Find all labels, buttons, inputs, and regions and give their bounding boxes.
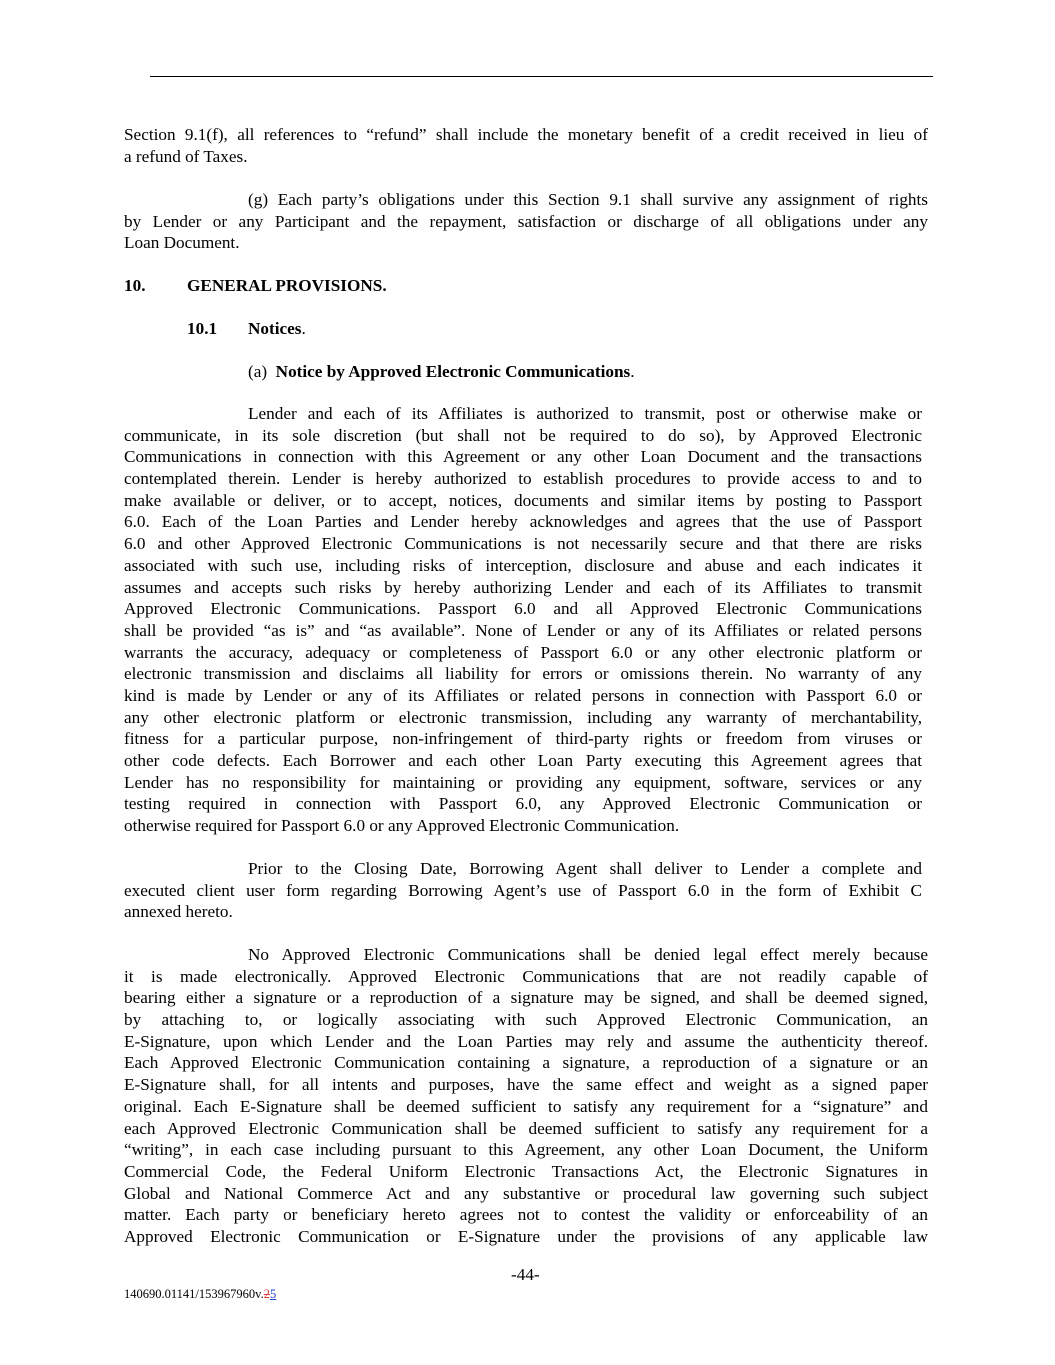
paragraph-line: “writing”, in each case including pursuant to this Agreement, any other Loan Document, the Uniform (124, 1140, 928, 1160)
clause-title: Notice by Approved Electronic Communications (275, 362, 631, 381)
paragraph-line: Section 9.1(f), all references to “refund” shall include the monetary benefit of a credit received in lieu of (124, 125, 928, 144)
header-rule (150, 76, 933, 77)
paragraph-line: Lender has no responsibility for maintaining or providing any equipment, software, services or any (124, 772, 922, 792)
paragraph-line: Commercial Code, the Federal Uniform Electronic Transactions Act, the Electronic Signatures in (124, 1161, 928, 1181)
paragraph-line: No Approved Electronic Communications shall be denied legal effect merely because (248, 945, 928, 964)
subsection-number (187, 318, 217, 340)
paragraph-line: E-Signature shall, for all intents and purposes, have the same effect and weight as a signed paper (124, 1075, 928, 1095)
paragraph-line: make available or deliver, or to accept, notices, documents and similar items by posting to Passport (124, 490, 922, 510)
clause-heading (248, 361, 635, 383)
paragraph-line: it is made electronically. Approved Electronic Communications that are not readily capable of (124, 966, 928, 986)
paragraph-line: by Lender or any Participant and the repayment, satisfaction or discharge of all obligations under any (124, 211, 928, 231)
paragraph-line: communicate, in its sole discretion (but shall not be required to do so), by Approved Electronic (124, 425, 922, 445)
paragraph-line: Each Approved Electronic Communication containing a signature, a reproduction of a signature or an (124, 1053, 928, 1073)
paragraph-line: any other electronic platform or electronic transmission, including any warranty of merchantability, (124, 707, 922, 727)
paragraph-line: executed client user form regarding Borrowing Agent’s use of Passport 6.0 in the form of Exhibit C (124, 880, 922, 900)
subsection-title-period: . (301, 319, 306, 338)
section-heading (124, 275, 145, 297)
subsection-number-text: 10.1 (187, 319, 218, 338)
paragraph-line: 6.0 and other Approved Electronic Communications is not necessarily secure and that there are risks (124, 534, 922, 554)
paragraph-line: associated with such use, including risks of interception, disclosure and abuse and each indicates it (124, 555, 922, 575)
paragraph-line: shall be provided “as is” and “as available”. None of Lender or any of its Affiliates or related persons (124, 620, 922, 640)
paragraph-line: Global and National Commerce Act and any substantive or procedural law governing such subject (124, 1183, 928, 1203)
paragraph-line: a refund of Taxes. (124, 146, 248, 166)
paragraph-notice-authorization (124, 403, 922, 837)
paragraph-line: Lender and each of its Affiliates is authorized to transmit, post or otherwise make or (248, 404, 922, 423)
paragraph-line: warrants the accuracy, adequacy or completeness of Passport 6.0 or any other electronic platform or (124, 642, 922, 662)
subsection-title-text: Notices (248, 319, 302, 338)
section-title-text: GENERAL PROVISIONS. (187, 276, 387, 295)
paragraph-line: original. Each E-Signature shall be deemed sufficient to satisfy any requirement for a “signature” and (124, 1096, 928, 1116)
paragraph-line: other code defects. Each Borrower and each other Loan Party executing this Agreement agrees that (124, 751, 922, 770)
paragraph-line: assumes and accepts such risks by hereby authorizing Lender and each of its Affiliates to transmit (124, 577, 922, 597)
paragraph-line: fitness for a particular purpose, non-infringement of third-party rights or freedom from viruses or (124, 729, 922, 749)
paragraph-line: (g) Each party’s obligations under this Section 9.1 shall survive any assignment of rights (248, 190, 928, 209)
clause-title-period: . (630, 362, 635, 381)
paragraph-line: annexed hereto. (124, 902, 233, 922)
paragraph-line: bearing either a signature or a reproduction of a signature may be signed, and shall be deemed signed, (124, 988, 928, 1008)
version-inserted: 5 (269, 1287, 277, 1301)
page-number: -44- (511, 1265, 540, 1284)
paragraph-line: kind is made by Lender or any of its Affiliates or related persons in connection with Passport 6.0 or (124, 685, 922, 705)
subsection-title (248, 318, 306, 340)
paragraph-line: 6.0. Each of the Loan Parties and Lender hereby acknowledges and agrees that the use of Passport (124, 512, 922, 532)
version-deleted: 2 (263, 1287, 270, 1301)
paragraph-line: matter. Each party or beneficiary hereto agrees not to contest the validity or enforceability of an (124, 1205, 928, 1225)
paragraph-line: electronic transmission and disclaims all liability for errors or omissions therein. No warranty of any (124, 664, 922, 684)
paragraph-continuation (124, 124, 928, 167)
section-number: 10. (124, 276, 146, 295)
paragraph-legal-effect (124, 944, 928, 1248)
paragraph-line: contemplated therein. Lender is hereby authorized to establish procedures to provide access to and to (124, 469, 922, 489)
clause-label: (a) (248, 362, 268, 381)
paragraph-line: otherwise required for Passport 6.0 or any Approved Electronic Communication. (124, 816, 680, 836)
paragraph-line: Prior to the Closing Date, Borrowing Agent shall deliver to Lender a complete and (248, 859, 922, 878)
paragraph-line: testing required in connection with Passport 6.0, any Approved Electronic Communication or (124, 794, 922, 814)
section-title (187, 275, 387, 297)
paragraph-line: each Approved Electronic Communication shall be deemed sufficient to satisfy any requirement for a (124, 1118, 928, 1138)
paragraph-line: Communications in connection with this Agreement or any other Loan Document and the transactions (124, 447, 922, 467)
paragraph-closing-date-form (124, 858, 922, 923)
paragraph-g-survival (124, 189, 928, 254)
paragraph-line: Loan Document. (124, 233, 240, 253)
paragraph-line: E-Signature, upon which Lender and the Loan Parties may rely and assume the authenticity thereof. (124, 1031, 928, 1051)
document-id (124, 1287, 276, 1302)
paragraph-line: Approved Electronic Communications. Passport 6.0 and all Approved Electronic Communications (124, 599, 922, 619)
paragraph-line: Approved Electronic Communication or E-Signature under the provisions of any applicable law (124, 1226, 928, 1246)
paragraph-line: by attaching to, or logically associating with such Approved Electronic Communication, an (124, 1010, 928, 1030)
document-id-prefix: 140690.01141/153967960v. (124, 1287, 264, 1301)
